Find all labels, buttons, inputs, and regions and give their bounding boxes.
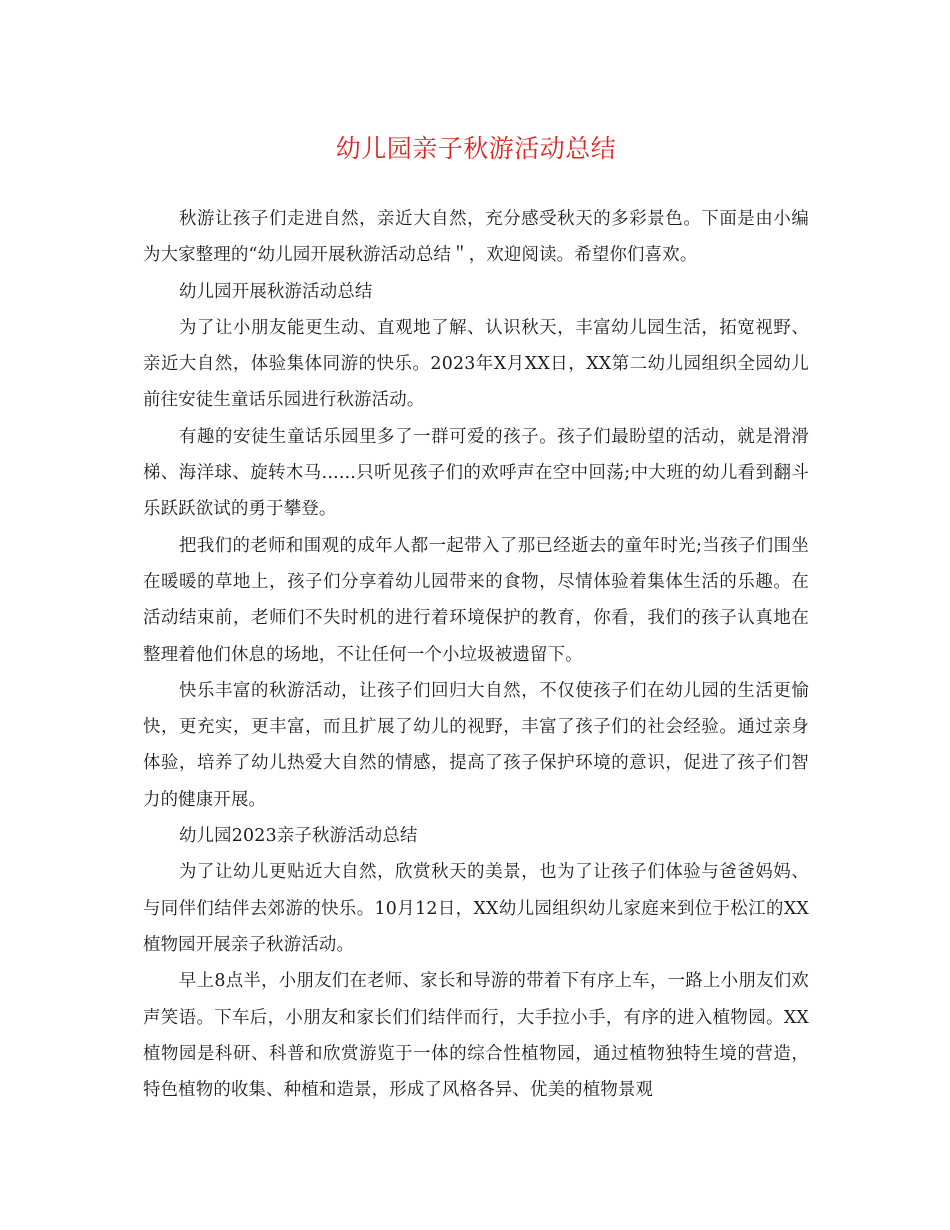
- paragraph: 把我们的老师和围观的成年人都一起带入了那已经逝去的童年时光;当孩子们围坐在暖暖的草地上，孩子们分享着幼儿园带来的食物，尽情体验着集体生活的乐趣。在活动结束前，老师们不失时机的进行着环境保护的教育，你看，我们的孩子认真地在整理着他们休息的场地，不让任何一个小垃圾被遗留下。: [143, 535, 809, 665]
- paragraph: 为了让幼儿更贴近大自然，欣赏秋天的美景，也为了让孩子们体验与爸爸妈妈、与同伴们结伴去郊游的快乐。10月12日，XX幼儿园组织幼儿家庭来到位于松江的XX植物园开展亲子秋游活动。: [143, 862, 809, 955]
- document-title: 幼儿园亲子秋游活动总结: [335, 134, 617, 163]
- paragraph: 有趣的安徒生童话乐园里多了一群可爱的孩子。孩子们最盼望的活动，就是滑滑梯、海洋球、旋转木马......只听见孩子们的欢呼声在空中回荡;中大班的幼儿看到翻斗乐跃跃欲试的勇于攀登。: [143, 426, 809, 520]
- paragraph-intro: 秋游让孩子们走进自然，亲近大自然，充分感受秋天的多彩景色。下面是由小编为大家整理的“幼儿园开展秋游活动总结＂，欢迎阅读。希望你们喜欢。: [143, 209, 809, 266]
- section-heading-2: 幼儿园2023亲子秋游活动总结: [179, 826, 418, 847]
- paragraph: 快乐丰富的秋游活动，让孩子们回归大自然，不仅使孩子们在幼儿园的生活更愉快，更充实，更丰富，而且扩展了幼儿的视野，丰富了孩子们的社会经验。通过亲身体验，培养了幼儿热爱大自然的情感，提高了孩子保护环境的意识，促进了孩子们智力的健康开展。: [143, 680, 809, 810]
- paragraph: 为了让小朋友能更生动、直观地了解、认识秋天，丰富幼儿园生活，拓宽视野、亲近大自然，体验集体同游的快乐。2023年X月XX日，XX第二幼儿园组织全园幼儿前往安徒生童话乐园进行秋游活动。: [143, 317, 809, 411]
- paragraph: 早上8点半，小朋友们在老师、家长和导游的带着下有序上车，一路上小朋友们欢声笑语。下车后，小朋友和家长们们结伴而行，大手拉小手，有序的进入植物园。XX植物园是科研、科普和欣赏游览于一体的综合性植物园，通过植物独特生境的营造，特色植物的收集、种植和造景，形成了风格各异、优美的植物景观: [143, 971, 809, 1101]
- section-heading-1: 幼儿园开展秋游活动总结: [179, 281, 373, 302]
- document-page: [143, 128, 809, 1108]
